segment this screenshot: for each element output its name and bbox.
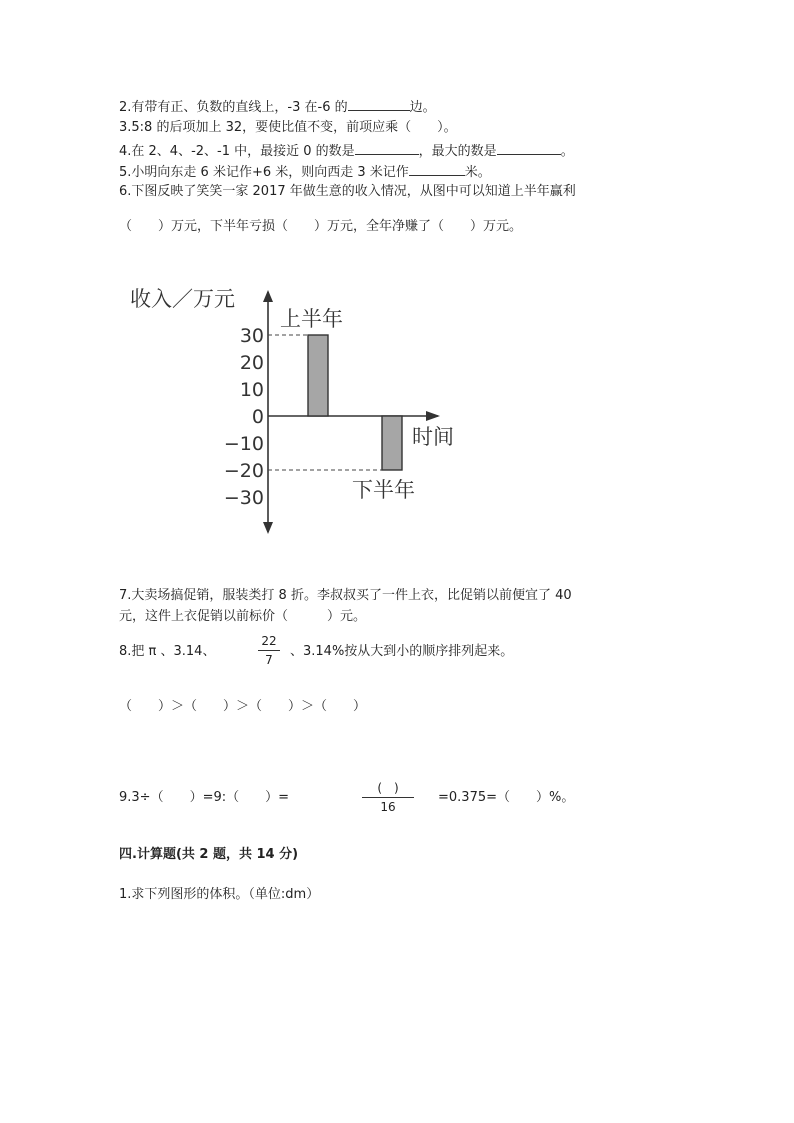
question-7-line1: 7.大卖场搞促销，服装类打 8 折。李叔叔买了一件上衣，比促销以前便宜了 40	[119, 588, 572, 603]
calc-question-1: 1.求下列图形的体积。（单位:dm）	[119, 887, 320, 902]
x-axis-label: 时间	[412, 425, 454, 449]
bar-first-half	[308, 335, 328, 416]
y-tick-label: 30	[239, 325, 264, 347]
question-9-suffix: =0.375=（ ）%。	[438, 790, 575, 805]
answer-blank[interactable]	[497, 141, 561, 155]
y-tick-label: 10	[239, 379, 264, 401]
answer-blank[interactable]	[409, 162, 465, 176]
x-axis-arrow	[426, 411, 440, 421]
question-9: 9.3÷（ ）=9:（ ）=	[119, 790, 290, 805]
bar-second-half	[382, 416, 402, 470]
income-bar-chart	[120, 270, 490, 550]
y-axis-arrow-down	[263, 522, 273, 534]
y-tick-label: 0	[251, 406, 264, 428]
question-5: 5.小明向东走 6 米记作+6 米，则向西走 3 米记作 米。	[119, 162, 491, 182]
y-tick-label: −10	[223, 433, 264, 455]
question-6-line2: （ ）万元，下半年亏损（ ）万元，全年净赚了（ ）万元。	[119, 219, 523, 234]
question-2: 2.有带有正、负数的直线上，-3 在-6 的 边。	[119, 97, 436, 117]
question-3: 3.5:8 的后项加上 32，要使比值不变，前项应乘（ ）。	[119, 120, 457, 135]
y-tick-label: 20	[239, 352, 264, 374]
fraction-blank-16: ( ) 16	[362, 781, 414, 814]
y-axis-label: 收入／万元	[130, 287, 235, 311]
y-axis-arrow-up	[263, 290, 273, 302]
fraction-22-7: 22 7	[258, 634, 280, 667]
question-7-line2: 元，这件上衣促销以前标价（ ）元。	[119, 609, 367, 624]
answer-blank[interactable]	[348, 97, 410, 111]
y-tick-label: −20	[223, 460, 264, 482]
y-tick-label: −30	[223, 487, 264, 509]
question-8-answer: （ ）＞（ ）＞（ ）＞（ ）	[119, 699, 367, 714]
bar-category-label: 上半年	[280, 307, 343, 331]
question-8-suffix: 、3.14%按从大到小的顺序排列起来。	[290, 644, 514, 659]
bar-category-label: 下半年	[352, 478, 415, 502]
question-4: 4.在 2、4、-2、-1 中，最接近 0 的数是 ，最大的数是 。	[119, 141, 574, 161]
question-6-line1: 6.下图反映了笑笑一家 2017 年做生意的收入情况，从图中可以知道上半年赢利	[119, 184, 576, 199]
question-8: 8.把 π 、3.14、	[119, 644, 216, 659]
section-title: 四.计算题(共 2 题，共 14 分)	[119, 847, 299, 862]
answer-blank[interactable]	[355, 141, 419, 155]
